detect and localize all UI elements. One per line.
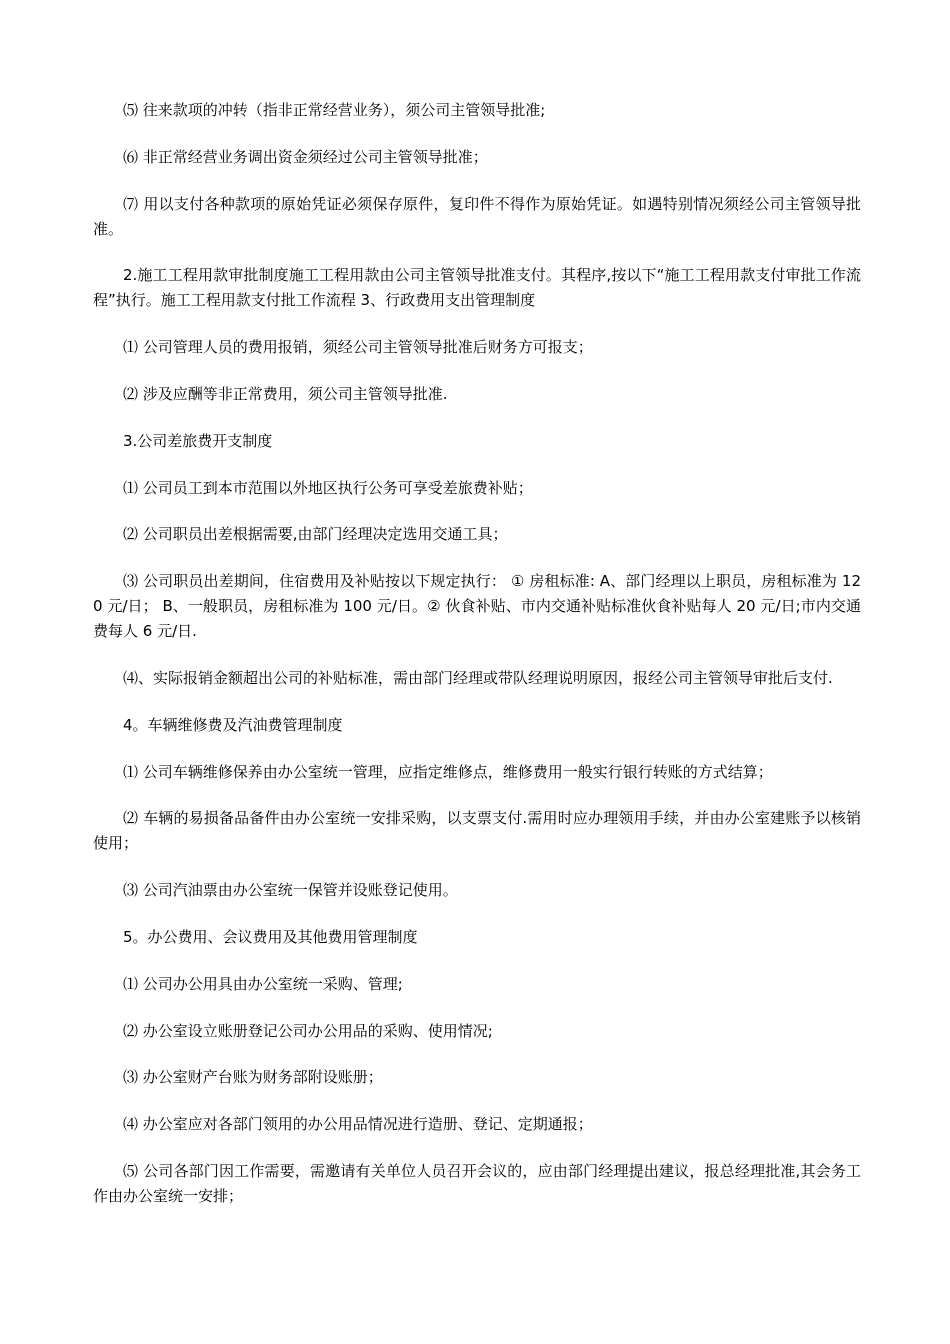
- paragraph-travel-clause-3: ⑶ 公司职员出差期间，住宿费用及补贴按以下规定执行： ① 房租标准: A、部门经理以上职员，房租标准为 120 元/日； B、一般职员，房租标准为 100 元/日。② 伙食补贴、市内交通补贴标准伙食补贴每人 20 元/日;市内交通费每人 6 元/日.: [93, 572, 861, 641]
- paragraph-vehicle-clause-2: ⑵ 车辆的易损备品备件由办公室统一安排采购，以支票支付.需用时应办理领用手续，并由办公室建账予以核销使用；: [93, 809, 861, 853]
- section-heading-travel: 3.公司差旅费开支制度: [123, 431, 273, 450]
- paragraph-clause-5-transfers: ⑸ 往来款项的冲转（指非正常经营业务），须公司主管领导批准;: [123, 101, 546, 119]
- section-heading-vehicle: 4。车辆维修费及汽油费管理制度: [123, 715, 343, 734]
- paragraph-vehicle-clause-1: ⑴ 公司车辆维修保养由办公室统一管理，应指定维修点，维修费用一般实行银行转账的方式结算；: [123, 762, 773, 781]
- paragraph-office-clause-2: ⑵ 办公室设立账册登记公司办公用品的采购、使用情况;: [123, 1021, 493, 1040]
- paragraph-office-clause-3: ⑶ 办公室财产台账为财务部附设账册；: [123, 1068, 383, 1087]
- paragraph-vehicle-clause-3: ⑶ 公司汽油票由办公室统一保管并设账登记使用。: [123, 881, 458, 900]
- section-heading-office: 5。办公费用、会议费用及其他费用管理制度: [123, 927, 418, 946]
- paragraph-section-2-construction: 2.施工工程用款审批制度施工工程用款由公司主管领导批准支付。其程序,按以下“施工工程用款支付审批工作流程”执行。施工工程用款支付批工作流程 3、行政费用支出管理制度: [93, 266, 861, 310]
- paragraph-admin-clause-2: ⑵ 涉及应酬等非正常费用，须公司主管领导批准.: [123, 384, 448, 403]
- paragraph-clause-7-vouchers: ⑺ 用以支付各种款项的原始凭证必须保存原件，复印件不得作为原始凭证。如遇特别情况须经公司主管领导批准。: [93, 194, 861, 238]
- paragraph-travel-clause-2: ⑵ 公司职员出差根据需要,由部门经理决定选用交通工具；: [123, 525, 508, 544]
- paragraph-travel-clause-1: ⑴ 公司员工到本市范围以外地区执行公务可享受差旅费补贴；: [123, 478, 533, 497]
- paragraph-travel-clause-4: ⑷、实际报销金额超出公司的补贴标准，需由部门经理或带队经理说明原因，报经公司主管领导审批后支付.: [123, 668, 833, 687]
- paragraph-office-clause-5: ⑸ 公司各部门因工作需要，需邀请有关单位人员召开会议的，应由部门经理提出建议，报总经理批准,其会务工作由办公室统一安排；: [93, 1161, 861, 1205]
- paragraph-office-clause-4: ⑷ 办公室应对各部门领用的办公用品情况进行造册、登记、定期通报；: [123, 1115, 593, 1134]
- document-body: [93, 98, 861, 1231]
- paragraph-office-clause-1: ⑴ 公司办公用具由办公室统一采购、管理;: [123, 974, 403, 993]
- paragraph-clause-6-funds: ⑹ 非正常经营业务调出资金须经过公司主管领导批准；: [123, 147, 488, 166]
- paragraph-admin-clause-1: ⑴ 公司管理人员的费用报销，须经公司主管领导批准后财务方可报支；: [123, 338, 593, 357]
